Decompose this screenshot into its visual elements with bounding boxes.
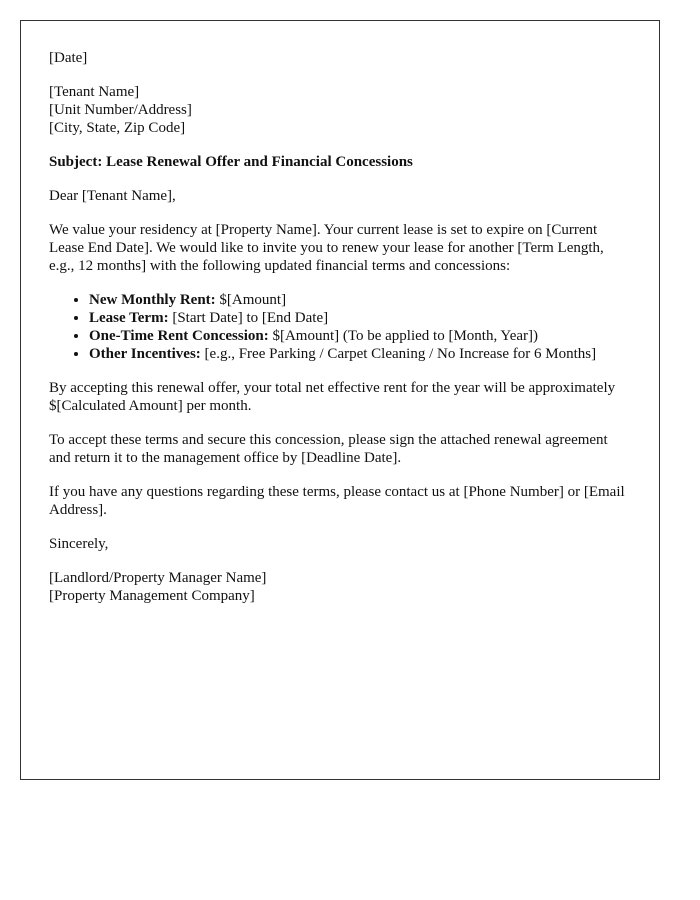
signature-block: [49, 569, 631, 605]
term-label: One-Time Rent Concession:: [89, 328, 269, 344]
term-item: [89, 345, 631, 363]
term-item: [89, 327, 631, 345]
letter-document: [20, 20, 660, 780]
signature-name: [Landlord/Property Manager Name]: [49, 570, 267, 586]
terms-list: [49, 291, 631, 363]
term-value: $[Amount] (To be applied to [Month, Year]): [268, 328, 539, 344]
recipient-city-state-zip: [City, State, Zip Code]: [49, 120, 186, 136]
term-label: Lease Term:: [89, 310, 169, 326]
recipient-block: [49, 83, 631, 137]
term-value: [e.g., Free Parking / Carpet Cleaning / No Increase for 6 Months]: [200, 346, 597, 362]
acceptance-paragraph: To accept these terms and secure this concession, please sign the attached renewal agreement and return it to the management office by [Deadline Date].: [49, 432, 608, 466]
intro-paragraph: We value your residency at [Property Name]. Your current lease is set to expire on [Current Lease End Date]. We would like to invite you to renew your lease for another [Term Length, e.g., 12 months] with the following updated financial terms and concessions:: [49, 222, 604, 274]
term-value: [Start Date] to [End Date]: [168, 310, 329, 326]
recipient-name: [Tenant Name]: [49, 84, 140, 100]
contact-paragraph: If you have any questions regarding these terms, please contact us at [Phone Number] or [Email Address].: [49, 484, 625, 518]
salutation: Dear [Tenant Name],: [49, 188, 176, 204]
closing: Sincerely,: [49, 536, 109, 552]
signature-company: [Property Management Company]: [49, 588, 255, 604]
effective-rent-paragraph: By accepting this renewal offer, your total net effective rent for the year will be approximately $[Calculated Amount] per month.: [49, 380, 616, 414]
letter-date: [Date]: [49, 50, 88, 66]
term-item: [89, 291, 631, 309]
recipient-address: [Unit Number/Address]: [49, 102, 192, 118]
subject-line: Subject: Lease Renewal Offer and Financial Concessions: [49, 154, 413, 170]
term-label: New Monthly Rent:: [89, 292, 216, 308]
term-label: Other Incentives:: [89, 346, 201, 362]
term-value: $[Amount]: [215, 292, 287, 308]
term-item: [89, 309, 631, 327]
